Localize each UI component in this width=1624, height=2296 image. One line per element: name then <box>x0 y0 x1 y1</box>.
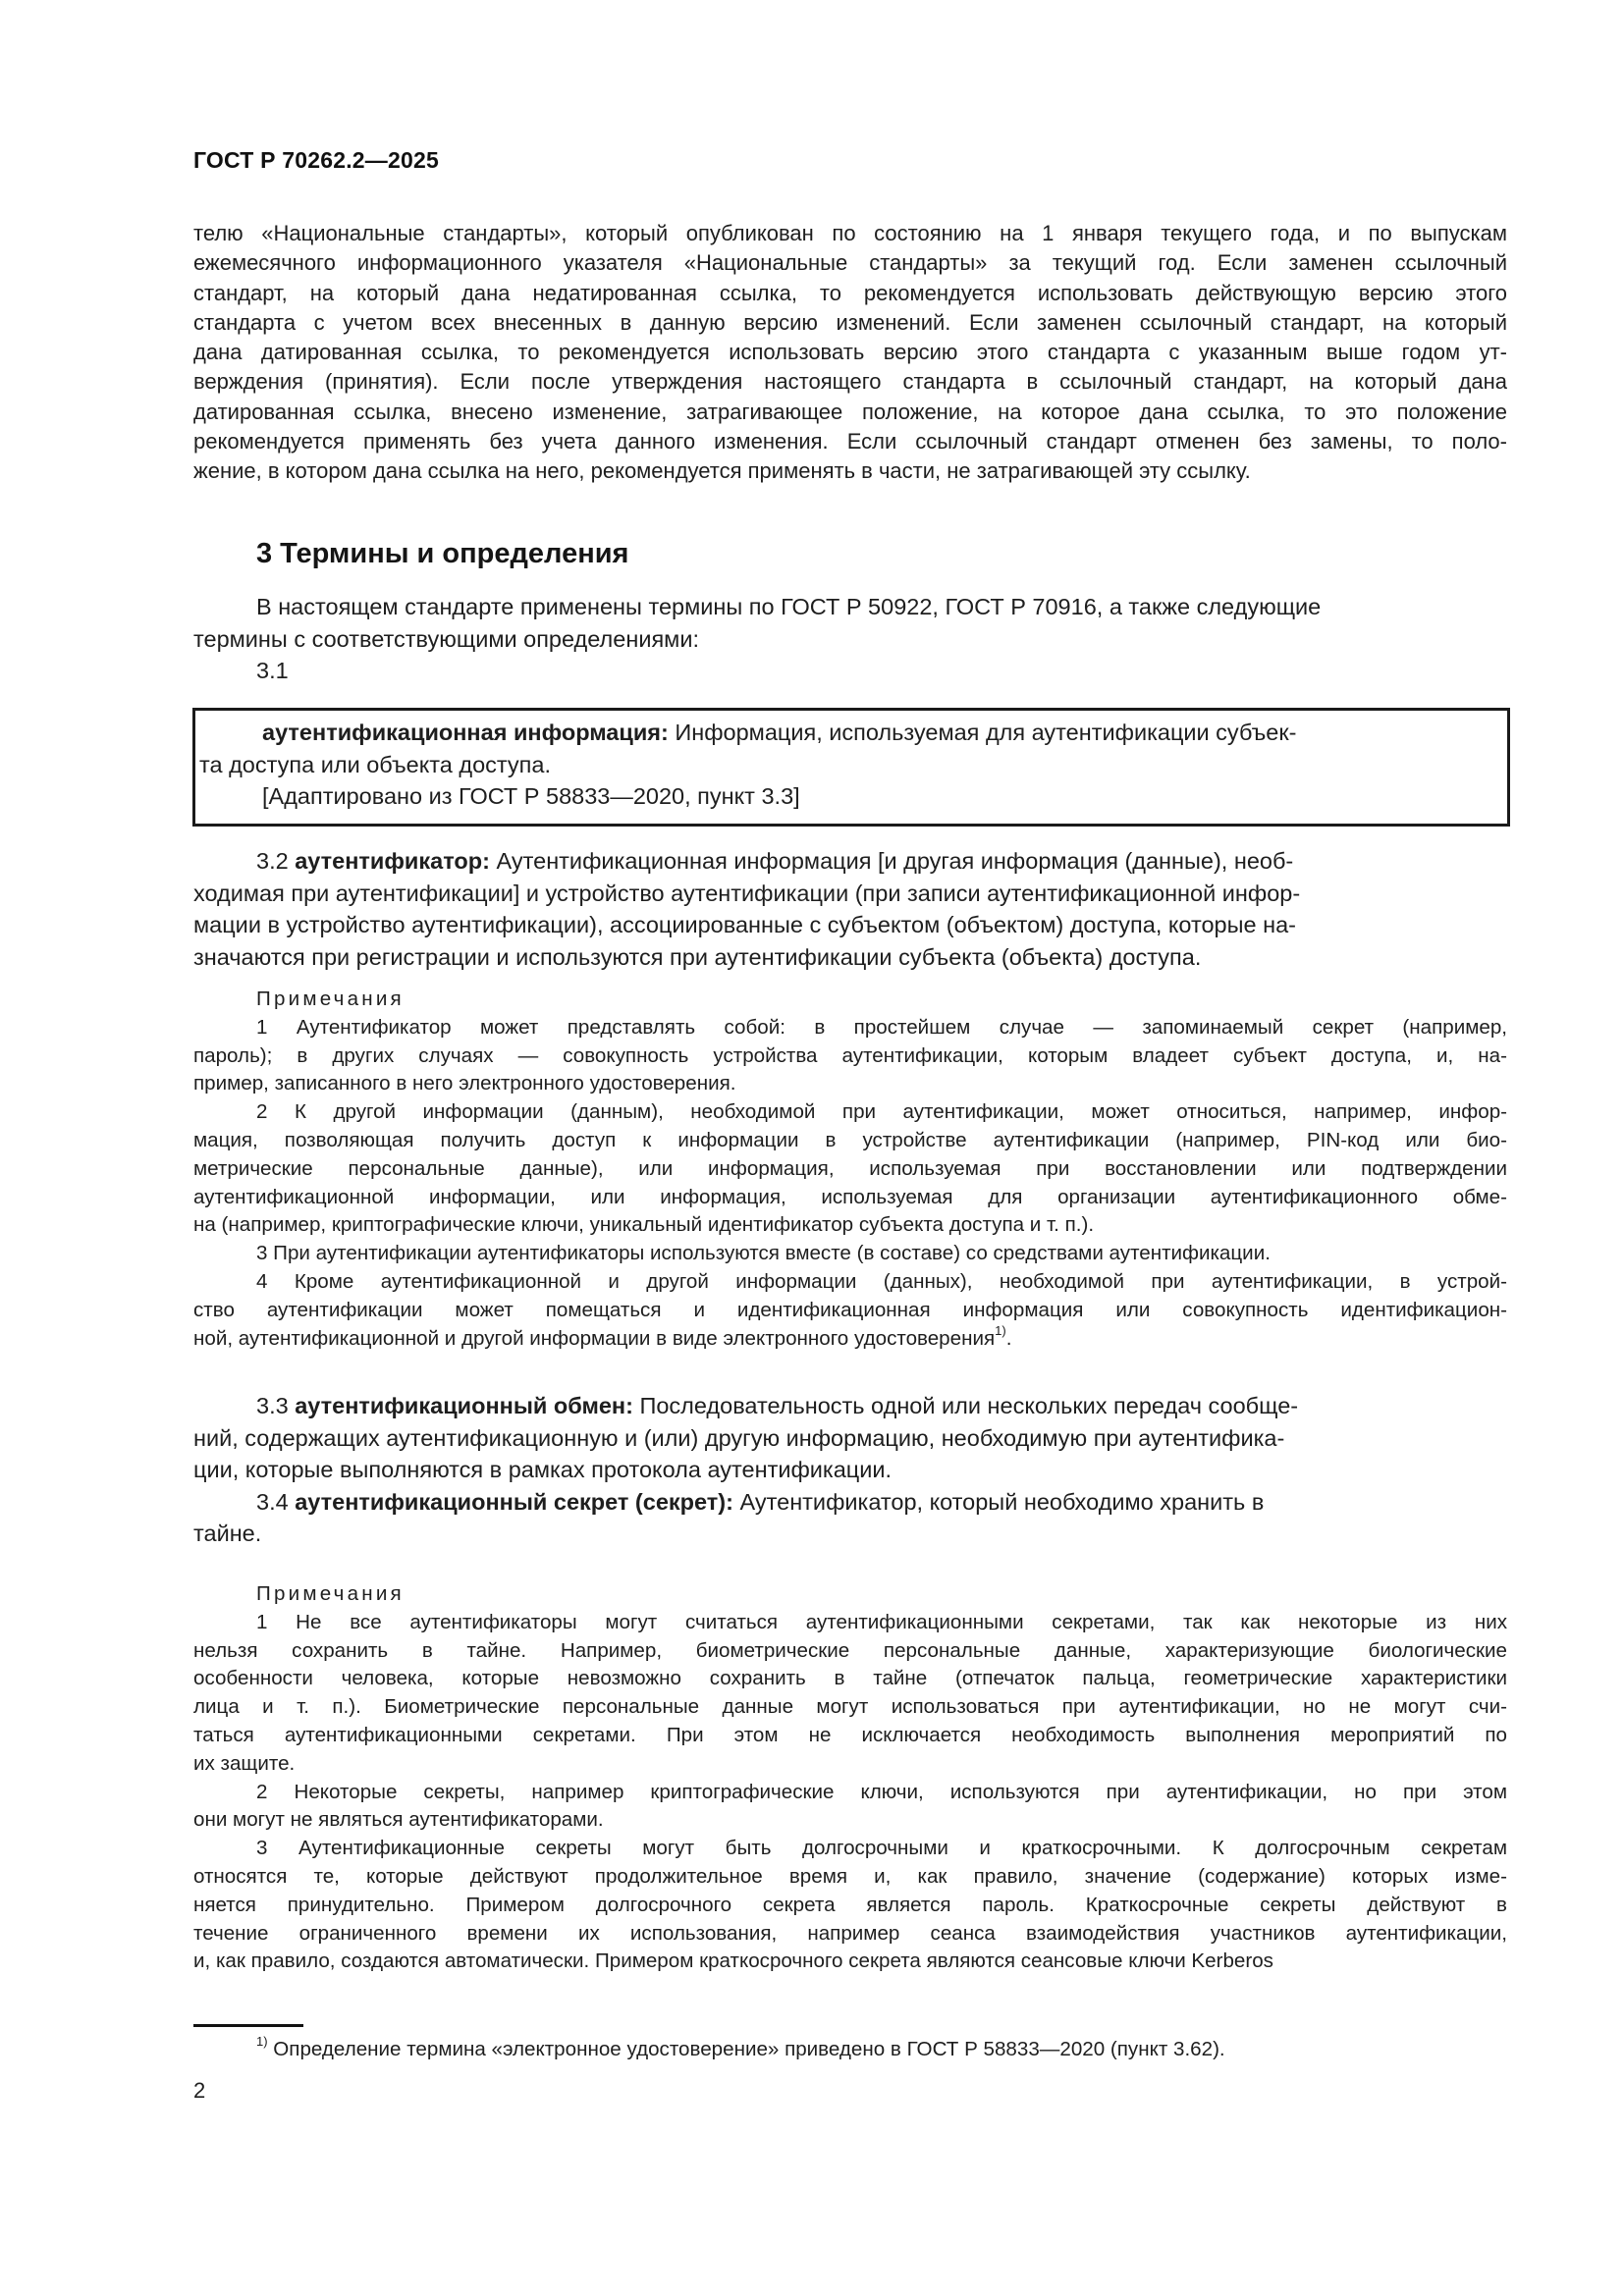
note-line <box>193 1155 1507 1184</box>
footnote-separator <box>193 2024 303 2027</box>
note-text-tail: . <box>1005 1326 1012 1350</box>
note-text: ной, аутентификационной и другой информации в виде электронного удостоверения <box>193 1326 996 1350</box>
document-header-id: ГОСТ Р 70262.2—2025 <box>193 147 439 173</box>
note-line <box>193 1722 1507 1750</box>
intro-line: датированная ссылка, внесено изменение, затрагивающее положение, на которое дана ссылка, то это положение <box>193 399 1507 424</box>
note-text: их защите. <box>193 1751 296 1775</box>
intro-line: телю «Национальные стандарты», который опубликован по состоянию на 1 января текущего года, и по выпускам <box>193 221 1507 245</box>
note-line <box>193 1042 1507 1071</box>
note-text: таться аутентификационными секретами. При этом не исключается необходимость выполнения мероприятий по <box>193 1723 1507 1746</box>
definition-3-3-line-3: ции, которые выполняются в рамках протокола аутентификации. <box>193 1457 893 1482</box>
note-text: относятся те, которые действуют продолжительное время и, как правило, значение (содержание) которых изме- <box>193 1864 1507 1888</box>
definition-3-4-line-2: тайне. <box>193 1521 262 1546</box>
note-text: течение ограниченного времени их использования, например сеанса взаимодействия участников аутентификации, <box>193 1921 1507 1945</box>
definition-3-3 <box>193 1390 1507 1550</box>
intro-line: стандарта с учетом всех внесенных в данную версию изменений. Если заменен ссылочный стандарт, на который <box>193 309 1507 335</box>
note-line <box>193 1835 1507 1863</box>
section-intro-line-2: термины с соответствующими определениями: <box>193 625 699 652</box>
footnote <box>256 2034 1225 2061</box>
section-intro-line-1: В настоящем стандарте применены термины по ГОСТ Р 50922, ГОСТ Р 70916, а также следующие <box>256 594 1322 619</box>
boxed-definition-line-1 <box>199 717 1503 749</box>
notes-3-4 <box>193 1580 1507 1976</box>
note-text: пароль); в других случаях — совокупность устройства аутентификации, которым владеет субъект доступа, и, на- <box>193 1043 1507 1067</box>
note-line <box>193 1693 1507 1722</box>
note-item <box>193 1240 1507 1268</box>
note-line <box>193 1948 1507 1976</box>
term-authentication-exchange: аутентификационный обмен: <box>295 1393 633 1418</box>
term-number: 3.3 <box>256 1393 296 1418</box>
note-line <box>193 1609 1507 1637</box>
definition-3-3-line-1 <box>193 1390 1507 1422</box>
definition-3-2-line-1 <box>193 845 1507 878</box>
intro-line: дана датированная ссылка, то рекомендуется использовать версию этого стандарта с указанным выше годом ут- <box>193 340 1507 365</box>
term-authenticator: аутентификатор: <box>295 848 490 874</box>
footnote-reference[interactable]: 1) <box>995 1322 1006 1338</box>
note-text: 2 К другой информации (данным), необходимой при аутентификации, может относиться, например, инфор- <box>256 1100 1507 1124</box>
definition-3-3-line-2: ний, содержащих аутентификационную и (или) другую информацию, необходимую при аутентифика- <box>193 1424 1285 1451</box>
note-text: и, как правило, создаются автоматически. Примером краткосрочного секрета являются сеансовые ключи Kerberos <box>193 1949 1273 1973</box>
definition-source: [Адаптировано из ГОСТ Р 58833—2020, пункт 3.3] <box>262 783 800 809</box>
definition-text: Последовательность одной или нескольких передач сообще- <box>632 1393 1299 1418</box>
note-text: особенности человека, которые невозможно сохранить в тайне (отпечаток пальца, геометрические характеристики <box>193 1667 1507 1690</box>
intro-line: ежемесячного информационного указателя «Национальные стандарты» за текущий год. Если заменен ссылочный <box>193 250 1507 276</box>
note-text: на (например, криптографические ключи, уникальный идентификатор субъекта доступа и т. п.). <box>193 1213 1095 1237</box>
intro-line: стандарт, на который дана недатированная ссылка, то рекомендуется использовать действующую версию этого <box>193 280 1507 305</box>
note-text: 3 Аутентификационные секреты могут быть долгосрочными и краткосрочными. К долгосрочным секретам <box>256 1837 1507 1860</box>
notes-3-2 <box>193 986 1507 1353</box>
note-line <box>193 1806 1507 1835</box>
note-line <box>193 1297 1507 1325</box>
note-item <box>193 1609 1507 1779</box>
term-authentication-information: аутентификационная информация: <box>262 720 669 745</box>
section-intro <box>193 591 1507 687</box>
note-item <box>193 1835 1507 1976</box>
note-line <box>193 1863 1507 1892</box>
note-line <box>193 1014 1507 1042</box>
intro-line: рекомендуется применять без учета данного изменения. Если ссылочный стандарт отменен без замены, то поло- <box>193 429 1507 454</box>
note-line <box>193 1637 1507 1666</box>
note-text: 1 Аутентификатор может представлять собой: в простейшем случае — запоминаемый секрет (например, <box>256 1015 1507 1039</box>
note-line <box>193 1920 1507 1949</box>
intro-line: верждения (принятия). Если после утверждения настоящего стандарта в ссылочный стандарт, на который дана <box>193 369 1507 395</box>
note-text: аутентификационной информации, или информация, используемая для организации аутентификационного обме- <box>193 1185 1507 1208</box>
note-item <box>193 1268 1507 1353</box>
definition-text: Аутентификатор, который необходимо хранить в <box>732 1488 1265 1515</box>
note-text: метрические персональные данные), или информация, используемая при восстановлении или подтверждении <box>193 1156 1507 1180</box>
intro-paragraph <box>193 219 1507 487</box>
note-text: 3 При аутентификации аутентификаторы используются вместе (в составе) со средствами аутентификации. <box>256 1242 1271 1265</box>
definition-3-2-line-2: ходимая при аутентификации] и устройство аутентификации (при записи аутентификационной инфор- <box>193 880 1301 906</box>
note-item <box>193 1779 1507 1836</box>
note-line <box>193 1211 1507 1240</box>
definition-text: Аутентификационная информация [и другая информация (данные), необ- <box>489 848 1294 874</box>
term-number: 3.2 <box>256 848 296 874</box>
note-line <box>193 1098 1507 1127</box>
note-line <box>193 1184 1507 1212</box>
term-number: 3.4 <box>256 1488 296 1515</box>
note-item <box>193 1098 1507 1240</box>
note-text: нельзя сохранить в тайне. Например, биометрические персональные данные, характеризующие биологические <box>193 1638 1507 1662</box>
footnote-marker: 1) <box>256 2034 268 2049</box>
note-line <box>193 1779 1507 1807</box>
page-number: 2 <box>193 2078 206 2103</box>
note-line <box>193 1665 1507 1693</box>
definition-text: Информация, используемая для аутентификации субъек- <box>668 720 1297 745</box>
notes-list <box>193 1014 1507 1354</box>
definition-3-2 <box>193 845 1507 973</box>
note-text: лица и т. п.). Биометрические персональные данные могут использоваться при аутентификации, но не могут счи- <box>193 1695 1507 1719</box>
intro-line: жение, в котором дана ссылка на него, рекомендуется применять в части, не затрагивающей эту ссылку. <box>193 458 1251 484</box>
boxed-definition-line-2: та доступа или объекта доступа. <box>199 751 552 777</box>
note-text: ство аутентификации может помещаться и идентификационная информация или совокупность идентификацион- <box>193 1298 1507 1321</box>
note-line <box>193 1322 1507 1354</box>
note-text: няется принудительно. Примером долгосрочного секрета является пароль. Краткосрочные секреты действуют в <box>193 1893 1507 1916</box>
notes-list <box>193 1609 1507 1976</box>
note-line <box>193 1268 1507 1297</box>
note-item <box>193 1014 1507 1098</box>
footnote-text: Определение термина «электронное удостоверение» приведено в ГОСТ Р 58833—2020 (пункт 3.62). <box>267 2038 1225 2060</box>
note-line <box>193 1240 1507 1268</box>
boxed-definition-3-1 <box>192 708 1510 827</box>
note-line <box>193 1070 1507 1098</box>
note-text: они могут не являться аутентификаторами. <box>193 1808 604 1832</box>
definition-3-4-line-1 <box>193 1486 1507 1519</box>
note-text: мация, позволяющая получить доступ к информации в устройстве аутентификации (например, PIN-код или био- <box>193 1128 1507 1151</box>
note-line <box>193 1892 1507 1920</box>
term-authentication-secret: аутентификационный секрет (секрет): <box>295 1488 733 1515</box>
definition-3-2-line-4: значаются при регистрации и используются при аутентификации субъекта (объекта) доступа. <box>193 943 1202 970</box>
note-line <box>193 1750 1507 1779</box>
definition-3-2-line-3: мации в устройство аутентификации), ассоциированные с субъектом (объектом) доступа, которые на- <box>193 912 1296 937</box>
notes-title: Примечания <box>256 1582 405 1605</box>
note-line <box>193 1127 1507 1155</box>
section-heading: 3 Термины и определения <box>256 538 629 569</box>
note-text: 1 Не все аутентификаторы могут считаться аутентификационными секретами, так как некоторые из них <box>256 1610 1507 1633</box>
term-number-3-1: 3.1 <box>256 658 289 683</box>
note-text: 4 Кроме аутентификационной и другой информации (данных), необходимой при аутентификации, в устрой- <box>256 1269 1507 1293</box>
notes-title: Примечания <box>256 988 405 1010</box>
note-text: 2 Некоторые секреты, например криптографические ключи, используются при аутентификации, но при этом <box>256 1780 1507 1803</box>
note-text: пример, записанного в него электронного удостоверения. <box>193 1072 736 1095</box>
